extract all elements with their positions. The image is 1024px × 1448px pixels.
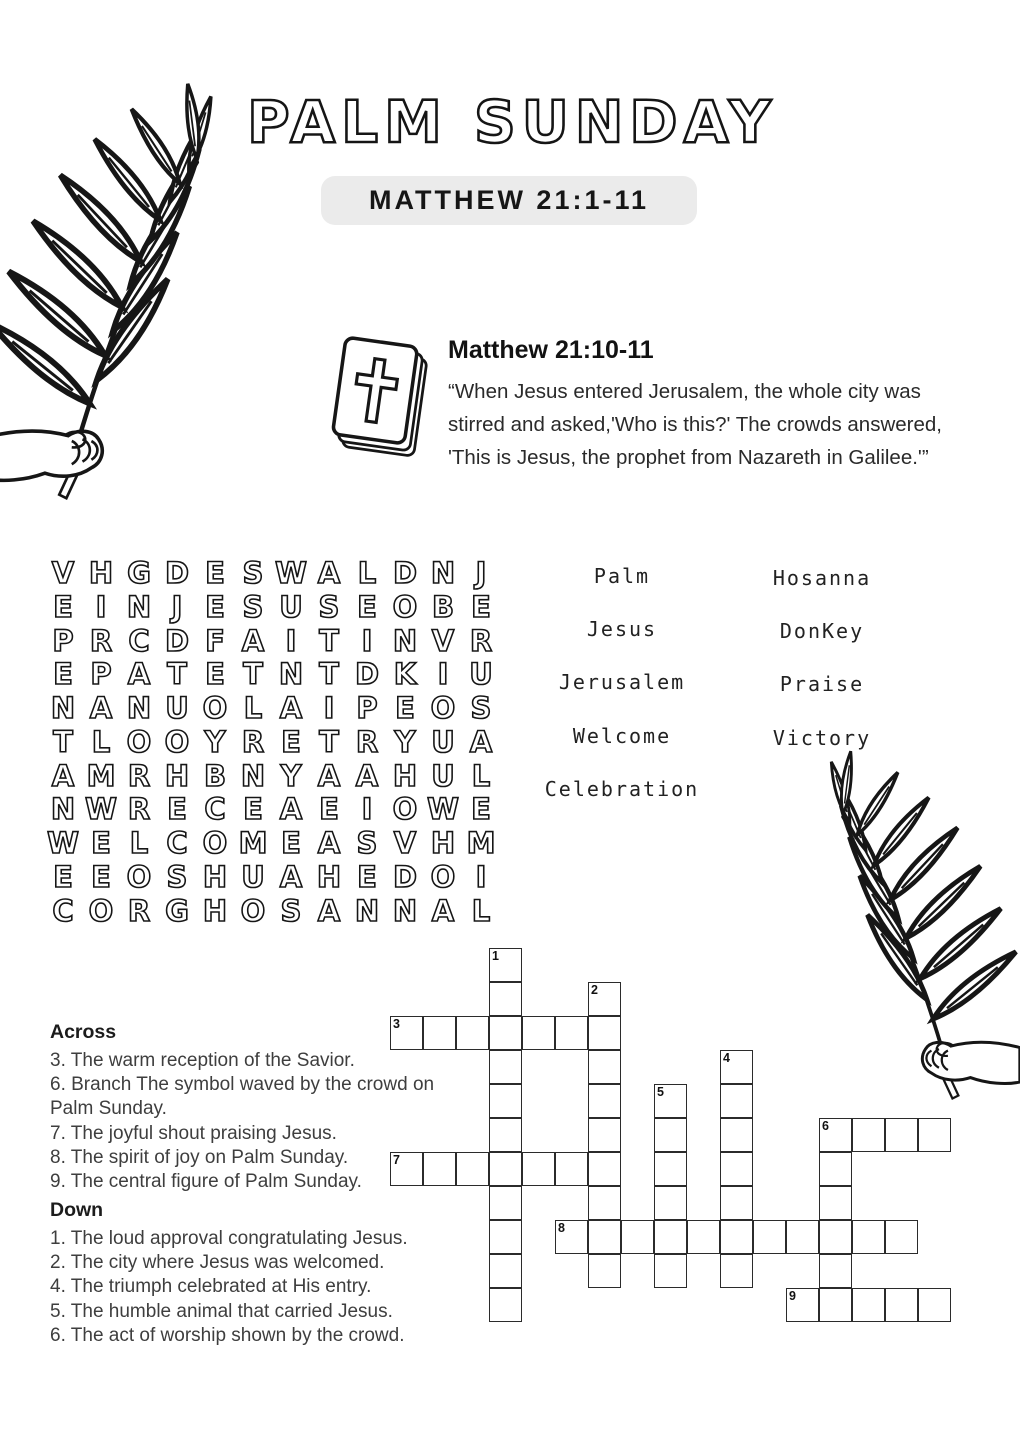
wordsearch-letter: A	[469, 724, 493, 759]
wordsearch-letter: C	[204, 792, 226, 827]
crossword-cell	[720, 1152, 753, 1186]
wordsearch-letter: J	[171, 589, 183, 624]
crossword-cell	[588, 1050, 621, 1084]
crossword-cell	[819, 1220, 852, 1254]
wordsearch-letter: E	[53, 860, 73, 895]
wordsearch-letter: U	[279, 589, 303, 624]
crossword-number: 3	[393, 1017, 400, 1031]
crossword-cell	[588, 1220, 621, 1254]
crossword-cell	[555, 1220, 588, 1254]
wordsearch-letter: N	[392, 893, 418, 928]
page-title: PALM SUNDAY	[247, 88, 777, 156]
wordsearch-letter: S	[242, 589, 264, 624]
wordsearch-letter: G	[127, 555, 151, 590]
crossword-cell	[786, 1288, 819, 1322]
crossword-cell	[654, 1254, 687, 1288]
wordsearch-letter: Y	[394, 724, 416, 759]
wordsearch-letter: D	[164, 623, 190, 658]
crossword-cell	[786, 1220, 819, 1254]
wordsearch-letter: E	[471, 589, 491, 624]
word-list-item: Hosanna	[772, 565, 872, 590]
crossword-cell	[588, 1084, 621, 1118]
crossword-cell	[489, 1220, 522, 1254]
wordsearch-letter: O	[126, 724, 152, 759]
word-list-item: Jesus	[586, 617, 658, 642]
wordsearch-letter: H	[202, 893, 228, 928]
wordsearch-letter: E	[281, 826, 301, 861]
crossword-number: 9	[789, 1289, 796, 1303]
wordsearch-letter: R	[127, 758, 151, 793]
wordsearch-letter: I	[361, 623, 373, 658]
wordsearch-letter: B	[203, 758, 227, 793]
wordsearch-letter: I	[361, 792, 373, 827]
clues-down	[50, 1199, 450, 1348]
wordsearch-letter: L	[91, 724, 111, 759]
wordsearch-letter: D	[164, 555, 190, 590]
word-list-item: Palm	[593, 563, 651, 588]
down-heading: Down	[50, 1199, 104, 1221]
wordsearch-letter: U	[431, 758, 455, 793]
verse-line: “When Jesus entered Jerusalem, the whole city was	[448, 380, 921, 403]
crossword-cell	[885, 1118, 918, 1152]
word-list-right	[717, 551, 927, 765]
wordsearch-letter: E	[167, 792, 187, 827]
crossword-cell	[588, 1016, 621, 1050]
wordsearch-letter: L	[471, 758, 491, 793]
wordsearch-letter: G	[165, 893, 189, 928]
wordsearch-letter: E	[243, 792, 263, 827]
wordsearch-letter: U	[241, 860, 265, 895]
crossword-cell	[555, 1152, 588, 1186]
wordsearch-letter: E	[91, 860, 111, 895]
wordsearch-letter: I	[437, 657, 449, 692]
crossword-number: 8	[558, 1221, 565, 1235]
wordsearch-letter: E	[395, 691, 415, 726]
crossword-cell	[720, 1220, 753, 1254]
clue-item: 7. The joyful shout praising Jesus.	[50, 1122, 337, 1144]
verse-heading: Matthew 21:10-11	[448, 336, 654, 364]
wordsearch-letter: L	[471, 893, 491, 928]
crossword-cell	[720, 1186, 753, 1220]
wordsearch-letter: A	[241, 623, 265, 658]
wordsearch-letter: A	[317, 555, 341, 590]
crossword-cell	[819, 1152, 852, 1186]
crossword-cell	[654, 1084, 687, 1118]
wordsearch-letter: O	[392, 792, 418, 827]
crossword-cell	[720, 1254, 753, 1288]
wordsearch-letter: O	[430, 860, 456, 895]
wordsearch-letter: R	[89, 623, 113, 658]
crossword-cell	[489, 1084, 522, 1118]
wordsearch-letter: H	[316, 860, 342, 895]
wordsearch-letter: A	[317, 893, 341, 928]
wordsearch-letter: C	[128, 623, 150, 658]
crossword-cell	[588, 1254, 621, 1288]
wordsearch-letter: O	[392, 589, 418, 624]
crossword-cell	[588, 982, 621, 1016]
wordsearch-letter: E	[205, 657, 225, 692]
crossword-cell	[819, 1254, 852, 1288]
wordsearch-letter: L	[243, 691, 263, 726]
crossword-cell	[720, 1084, 753, 1118]
across-heading: Across	[50, 1021, 117, 1043]
wordsearch-letter: V	[393, 826, 417, 861]
verse-lines	[448, 375, 988, 474]
word-list-left	[517, 549, 727, 816]
wordsearch-letter: S	[242, 555, 264, 590]
crossword-cell	[852, 1288, 885, 1322]
wordsearch-letter: R	[127, 893, 151, 928]
crossword-cell	[720, 1118, 753, 1152]
wordsearch-letter: C	[166, 826, 188, 861]
word-list-item: DonKey	[779, 619, 865, 644]
wordsearch-grid	[44, 556, 500, 928]
wordsearch-letter: C	[52, 893, 74, 928]
wordsearch-letter: I	[95, 589, 107, 624]
clue-item: 4. The triumph celebrated at His entry.	[50, 1276, 372, 1298]
crossword-cell	[489, 1050, 522, 1084]
wordsearch-letter: N	[392, 623, 418, 658]
wordsearch-letter: T	[53, 724, 73, 759]
wordsearch-letter: S	[356, 826, 378, 861]
wordsearch-letter: P	[356, 691, 378, 726]
wordsearch-letter: I	[475, 860, 487, 895]
wordsearch-letter: F	[205, 623, 225, 658]
wordsearch-letter: D	[392, 860, 418, 895]
word-list-item: Welcome	[572, 723, 672, 748]
crossword-cell	[654, 1220, 687, 1254]
wordsearch-letter: V	[431, 623, 455, 658]
wordsearch-letter: O	[126, 860, 152, 895]
scripture-reference-text: MATTHEW 21:1-11	[368, 185, 650, 215]
crossword-number: 6	[822, 1119, 829, 1133]
crossword-cell	[456, 1152, 489, 1186]
wordsearch-letter: A	[279, 860, 303, 895]
wordsearch-letter: E	[281, 724, 301, 759]
wordsearch-letter: N	[126, 589, 152, 624]
crossword-cell	[852, 1118, 885, 1152]
wordsearch-letter: I	[323, 691, 335, 726]
wordsearch-letter: A	[89, 691, 113, 726]
wordsearch-letter: T	[319, 724, 339, 759]
wordsearch-letter: E	[357, 860, 377, 895]
crossword-cell	[489, 948, 522, 982]
wordsearch-letter: N	[240, 758, 266, 793]
wordsearch-letter: E	[205, 555, 225, 590]
crossword-cell	[522, 1016, 555, 1050]
wordsearch-letter: E	[471, 792, 491, 827]
crossword-cell	[720, 1050, 753, 1084]
wordsearch-letter: L	[129, 826, 149, 861]
wordsearch-letter: H	[430, 826, 456, 861]
clue-item: 5. The humble animal that carried Jesus.	[50, 1300, 393, 1322]
wordsearch-letter: I	[285, 623, 297, 658]
crossword-cell	[819, 1186, 852, 1220]
clue-item: 2. The city where Jesus was welcomed.	[50, 1252, 385, 1274]
wordsearch-letter: N	[50, 691, 76, 726]
wordsearch-letter: S	[280, 893, 302, 928]
crossword-cell	[621, 1220, 654, 1254]
crossword-cell	[819, 1118, 852, 1152]
wordsearch-letter: W	[47, 826, 79, 861]
crossword-cell	[588, 1118, 621, 1152]
wordsearch-letter: T	[319, 657, 339, 692]
crossword-cell	[588, 1186, 621, 1220]
verse-line: 'This is Jesus, the prophet from Nazareth in Galilee.'”	[448, 446, 929, 469]
wordsearch-letter: N	[430, 555, 456, 590]
crossword-cell	[654, 1152, 687, 1186]
clue-item: 3. The warm reception of the Savior.	[50, 1050, 355, 1071]
wordsearch-letter: M	[86, 758, 116, 793]
clues-across	[50, 1021, 450, 1194]
crossword-cell	[918, 1118, 951, 1152]
wordsearch-letter: E	[53, 657, 73, 692]
wordsearch-letter: N	[278, 657, 304, 692]
crossword-cell	[489, 1254, 522, 1288]
across-list	[50, 1049, 450, 1194]
wordsearch-letter: R	[469, 623, 493, 658]
wordsearch-letter: J	[475, 555, 487, 590]
wordsearch-letter: E	[53, 589, 73, 624]
crossword-cell	[588, 1152, 621, 1186]
wordsearch-letter: E	[91, 826, 111, 861]
wordsearch-letter: K	[393, 657, 417, 692]
wordsearch-letter: W	[427, 792, 459, 827]
wordsearch-letter: D	[354, 657, 380, 692]
wordsearch-letter: A	[127, 657, 151, 692]
crossword-cell	[885, 1220, 918, 1254]
crossword-cell	[654, 1118, 687, 1152]
wordsearch-letter: R	[241, 724, 265, 759]
verse-section	[448, 336, 988, 474]
palm-branch-icon	[0, 80, 260, 500]
wordsearch-letter: H	[164, 758, 190, 793]
wordsearch-letter: O	[164, 724, 190, 759]
wordsearch-letter: B	[431, 589, 455, 624]
wordsearch-letter: N	[126, 691, 152, 726]
wordsearch-letter: E	[319, 792, 339, 827]
wordsearch-letter: O	[202, 826, 228, 861]
wordsearch-letter: R	[127, 792, 151, 827]
crossword-number: 2	[591, 983, 598, 997]
crossword-cell	[687, 1220, 720, 1254]
wordsearch-letter: P	[90, 657, 112, 692]
wordsearch-letter: A	[317, 826, 341, 861]
wordsearch-letter: H	[88, 555, 114, 590]
wordsearch-letter: T	[319, 623, 339, 658]
wordsearch-letter: A	[317, 758, 341, 793]
wordsearch-letter: M	[238, 826, 268, 861]
wordsearch-letter: V	[51, 555, 75, 590]
word-list-item: Victory	[772, 725, 872, 750]
crossword-cell	[918, 1288, 951, 1322]
wordsearch-letter: P	[52, 623, 74, 658]
wordsearch-letter: H	[392, 758, 418, 793]
crossword-cell	[654, 1186, 687, 1220]
crossword-cell	[522, 1152, 555, 1186]
wordsearch-letter: A	[355, 758, 379, 793]
wordsearch-letter: W	[275, 555, 307, 590]
crossword-cell	[489, 982, 522, 1016]
crossword-cell	[489, 1186, 522, 1220]
wordsearch-letter: Y	[280, 758, 302, 793]
wordsearch-letter: T	[167, 657, 187, 692]
word-list-item: Praise	[779, 672, 865, 697]
verse-line: stirred and asked,'Who is this?' The crowds answered,	[448, 413, 942, 436]
wordsearch-letter: S	[166, 860, 188, 895]
crossword-cell	[489, 1288, 522, 1322]
wordsearch-letter: L	[357, 555, 377, 590]
wordsearch-letter: E	[357, 589, 377, 624]
clue-item: 6. The act of worship shown by the crowd.	[50, 1324, 405, 1346]
clue-item: 9. The central figure of Palm Sunday.	[50, 1171, 362, 1193]
clue-item: 1. The loud approval congratulating Jesus.	[50, 1228, 408, 1249]
wordsearch-letter: S	[470, 691, 492, 726]
crossword-cell	[456, 1016, 489, 1050]
wordsearch-letter: U	[431, 724, 455, 759]
clue-item: 6. Branch The symbol waved by the crowd on Palm Sunday.	[50, 1074, 435, 1120]
crossword-grid	[390, 948, 951, 1322]
wordsearch-letter: S	[318, 589, 340, 624]
wordsearch-letter: O	[240, 893, 266, 928]
wordsearch-letter: U	[165, 691, 189, 726]
crossword-cell	[753, 1220, 786, 1254]
wordsearch-letter: H	[202, 860, 228, 895]
wordsearch-letter: D	[392, 555, 418, 590]
wordsearch-letter: A	[279, 792, 303, 827]
word-list-item: Jerusalem	[558, 670, 686, 695]
crossword-cell	[489, 1118, 522, 1152]
wordsearch-letter: E	[205, 589, 225, 624]
wordsearch-letter: A	[279, 691, 303, 726]
bible-icon	[320, 316, 438, 474]
wordsearch-letter: N	[50, 792, 76, 827]
wordsearch-letter: W	[85, 792, 117, 827]
crossword-number: 7	[393, 1153, 400, 1167]
wordsearch-letter: M	[466, 826, 496, 861]
wordsearch-letter: A	[431, 893, 455, 928]
wordsearch-letter: N	[354, 893, 380, 928]
crossword-cell	[819, 1288, 852, 1322]
crossword-number: 4	[723, 1051, 730, 1065]
wordsearch-letter: R	[355, 724, 379, 759]
word-list-item: Celebration	[544, 777, 700, 802]
crossword-cell	[489, 1152, 522, 1186]
scripture-reference-badge	[321, 176, 697, 225]
wordsearch-letter: A	[51, 758, 75, 793]
crossword-cell	[555, 1016, 588, 1050]
wordsearch-letter: T	[243, 657, 263, 692]
wordsearch-letter: O	[430, 691, 456, 726]
crossword-cell	[885, 1288, 918, 1322]
crossword-number: 5	[657, 1085, 664, 1099]
down-list	[50, 1227, 450, 1348]
wordsearch-letter: O	[88, 893, 114, 928]
crossword-number: 1	[492, 949, 499, 963]
wordsearch-letter: U	[469, 657, 493, 692]
crossword-cell	[489, 1016, 522, 1050]
crossword-cell	[852, 1220, 885, 1254]
clue-item: 8. The spirit of joy on Palm Sunday.	[50, 1146, 349, 1168]
wordsearch-letter: O	[202, 691, 228, 726]
wordsearch-letter: Y	[204, 724, 226, 759]
